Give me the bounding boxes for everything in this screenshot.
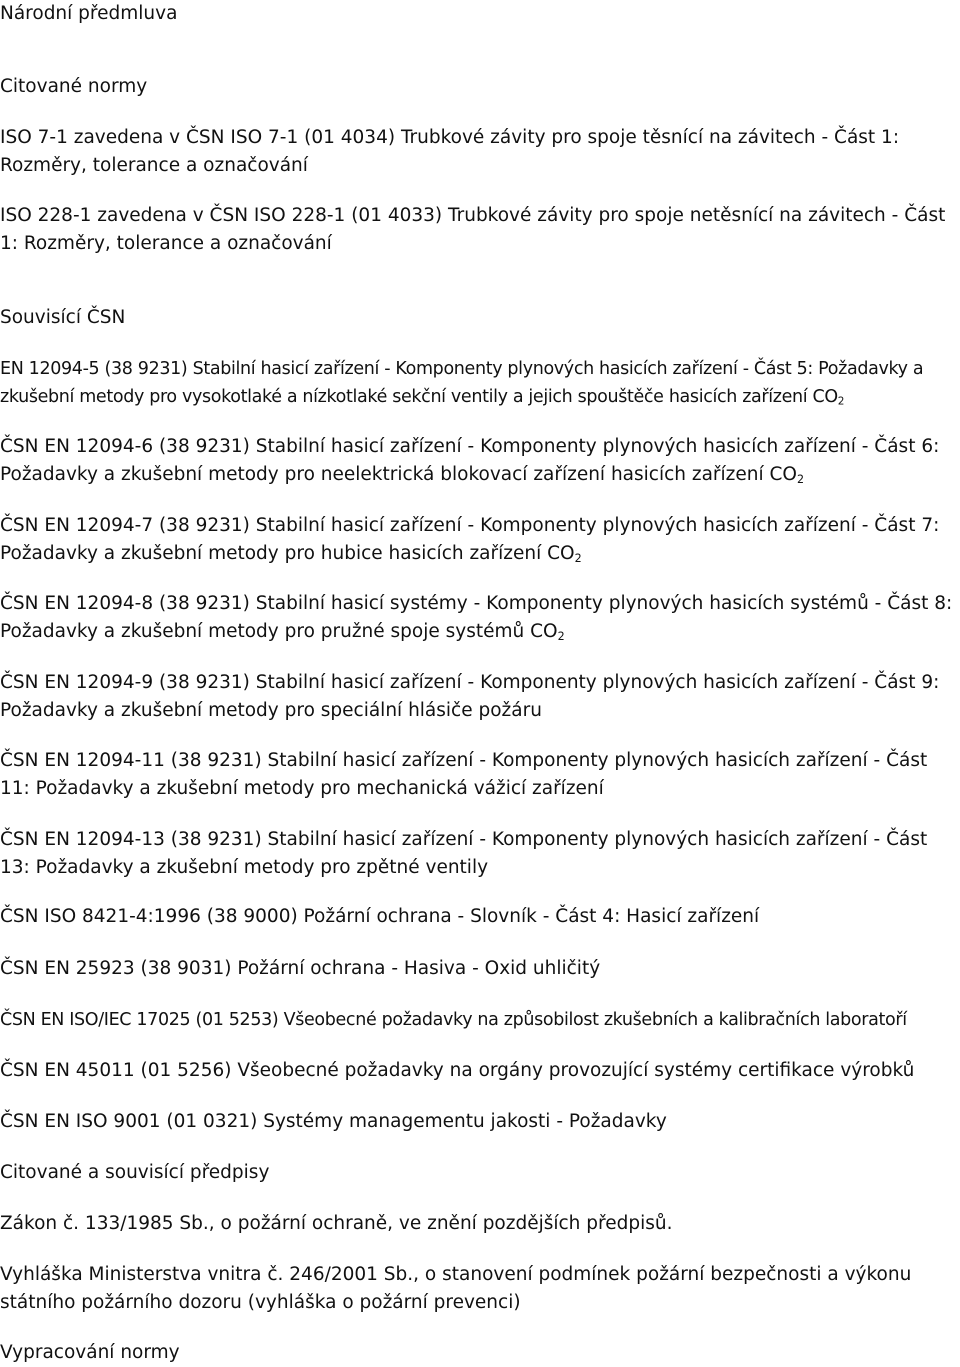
- regulation-item: Vyhláška Ministerstva vnitra č. 246/2001 Sb., o stanovení podmínek požární bezpečnosti a výkonu státního požárního dozoru (vyhláška o požární prevenci): [0, 1264, 912, 1313]
- related-norm-item: ČSN EN 12094-11 (38 9231) Stabilní hasicí zařízení - Komponenty plynových hasicích zařízení - Část 11: Požadavky a zkušební metody pro mechanická vážicí zařízení: [0, 750, 928, 799]
- related-norm-item: ČSN EN 12094-6 (38 9231) Stabilní hasicí zařízení - Komponenty plynových hasicích zařízení - Část 6: Požadavky a zkušební metody pro neelektrická blokovací zařízení hasicích zařízení $CO_2$: [0, 436, 940, 486]
- related-norm-item: ČSN ISO 8421-4:1996 (38 9000) Požární ochrana - Slovník - Část 4: Hasicí zařízení: [0, 906, 760, 927]
- related-norm-item: ČSN EN 25923 (38 9031) Požární ochrana - Hasiva - Oxid uhličitý: [0, 958, 601, 979]
- related-norm-item: ČSN EN 12094-8 (38 9231) Stabilní hasicí systémy - Komponenty plynových hasicích systémů - Část 8: Požadavky a zkušební metody pro pružné spoje systémů $CO_2$: [0, 593, 953, 643]
- cited-norms-heading: Citované normy: [0, 76, 148, 97]
- page-heading: Národní předmluva: [0, 3, 178, 24]
- regulation-item: Zákon č. 133/1985 Sb., o požární ochraně, ve znění pozdějších předpisů.: [0, 1213, 673, 1234]
- cited-norm-item: ISO 228-1 zavedena v ČSN ISO 228-1 (01 4033) Trubkové závity pro spoje netěsnící na závitech - Část 1: Rozměry, tolerance a označování: [0, 205, 946, 254]
- related-norm-item: ČSN EN 12094-7 (38 9231) Stabilní hasicí zařízení - Komponenty plynových hasicích zařízení - Část 7: Požadavky a zkušební metody pro hubice hasicích zařízení $CO_2$: [0, 515, 940, 565]
- related-norm-item: ČSN EN 12094-13 (38 9231) Stabilní hasicí zařízení - Komponenty plynových hasicích zařízení - Část 13: Požadavky a zkušební metody pro zpětné ventily: [0, 829, 928, 878]
- cited-norm-item: ISO 7-1 zavedena v ČSN ISO 7-1 (01 4034) Trubkové závity pro spoje těsnící na závitech - Část 1: Rozměry, tolerance a označování: [0, 127, 900, 176]
- prepared-heading: Vypracování normy: [0, 1342, 180, 1363]
- regulations-heading: Citované a souvisící předpisy: [0, 1162, 270, 1183]
- related-norm-item: EN 12094-5 (38 9231) Stabilní hasicí zařízení - Komponenty plynových hasicích zařízení - Část 5: Požadavky a zkušební metody pro vysokotlaké a nízkotlaké sekční ventily a jejich spouštěče hasicích zařízení $CO_2$: [0, 359, 924, 408]
- related-norm-item: ČSN EN ISO 9001 (01 0321) Systémy managementu jakosti - Požadavky: [0, 1111, 667, 1132]
- related-norm-item: ČSN EN 12094-9 (38 9231) Stabilní hasicí zařízení - Komponenty plynových hasicích zařízení - Část 9: Požadavky a zkušební metody pro speciální hlásiče požáru: [0, 672, 940, 721]
- related-norm-item: ČSN EN 45011 (01 5256) Všeobecné požadavky na orgány provozující systémy certifikace výrobků: [0, 1060, 915, 1081]
- related-csn-heading: Souvisící ČSN: [0, 307, 126, 328]
- related-norm-item: ČSN EN ISO/IEC 17025 (01 5253) Všeobecné požadavky na způsobilost zkušebních a kalibračních laboratoří: [0, 1010, 907, 1030]
